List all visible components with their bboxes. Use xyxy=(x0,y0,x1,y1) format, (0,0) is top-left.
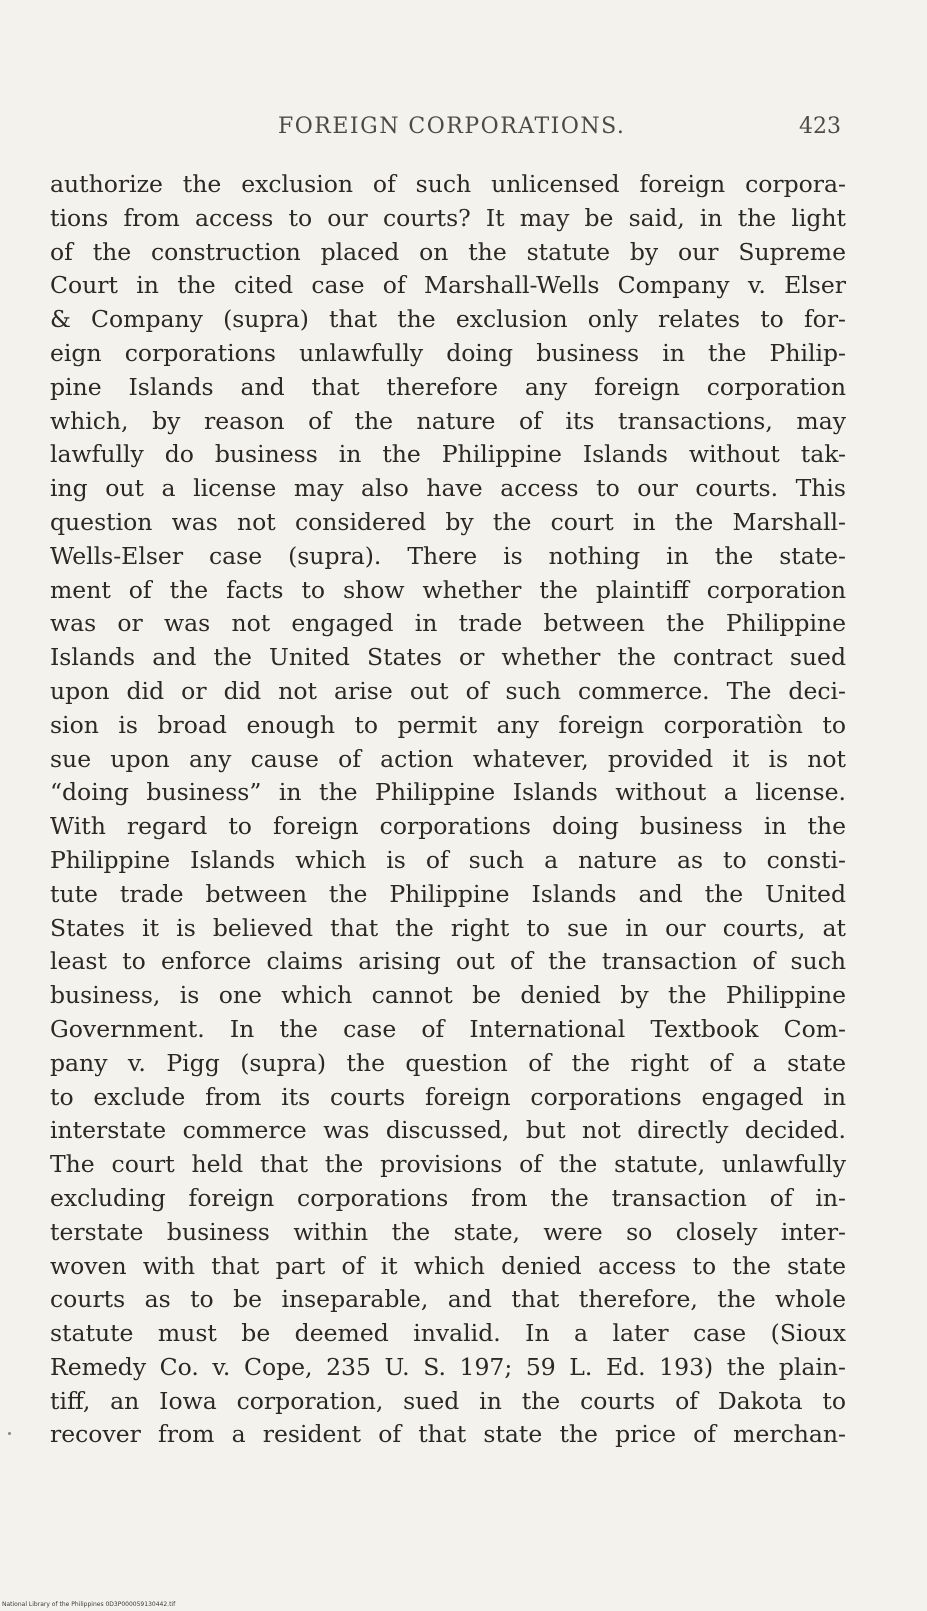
running-title: FOREIGN CORPORATIONS. xyxy=(278,114,626,139)
text-line: tions from access to our courts? It may be said, in the light xyxy=(50,203,846,232)
text-line: of the construction placed on the statute by our Supreme xyxy=(50,237,846,266)
text-line: Government. In the case of International Textbook Com- xyxy=(50,1014,846,1043)
text-line: upon did or did not arise out of such commerce. The deci- xyxy=(50,676,846,705)
text-line: Court in the cited case of Marshall-Wells Company v. Elser xyxy=(50,271,846,300)
text-line: recover from a resident of that state the price of merchan- xyxy=(50,1420,846,1449)
text-line: terstate business within the state, were so closely inter- xyxy=(50,1217,846,1246)
text-line: woven with that part of it which denied access to the state xyxy=(50,1251,846,1280)
text-line: which, by reason of the nature of its transactions, may xyxy=(50,406,846,435)
text-line: Wells-Elser case (supra). There is nothing in the state- xyxy=(50,541,846,570)
text-line: ment of the facts to show whether the plaintiff corporation xyxy=(50,575,846,604)
body-text xyxy=(50,168,846,1452)
text-line: authorize the exclusion of such unlicensed foreign corpora- xyxy=(50,170,846,198)
page-header xyxy=(0,114,927,150)
text-line: With regard to foreign corporations doing business in the xyxy=(50,812,846,841)
text-line: tute trade between the Philippine Islands and the United xyxy=(50,879,846,908)
text-line: was or was not engaged in trade between the Philippine xyxy=(50,609,846,638)
text-line: “doing business” in the Philippine Islands without a license. xyxy=(50,778,846,807)
page-number: 423 xyxy=(799,114,841,139)
text-line: pany v. Pigg (supra) the question of the right of a state xyxy=(50,1048,846,1077)
margin-speck xyxy=(8,1432,11,1435)
text-line: The court held that the provisions of the statute, unlawfully xyxy=(50,1150,846,1179)
text-line: eign corporations unlawfully doing business in the Philip- xyxy=(50,338,846,367)
scan-credit: National Library of the Philippines 0D3P000059130442.tif xyxy=(2,1601,176,1608)
text-line: lawfully do business in the Philippine Islands without tak- xyxy=(50,440,846,469)
text-line: States it is believed that the right to sue in our courts, at xyxy=(50,913,846,942)
text-line: pine Islands and that therefore any foreign corporation xyxy=(50,372,846,401)
text-line: excluding foreign corporations from the transaction of in- xyxy=(50,1183,846,1212)
text-line: ing out a license may also have access to our courts. This xyxy=(50,474,846,503)
text-line: courts as to be inseparable, and that therefore, the whole xyxy=(50,1285,846,1314)
text-line: sion is broad enough to permit any foreign corporatiòn to xyxy=(50,710,846,739)
text-line: sue upon any cause of action whatever, provided it is not xyxy=(50,744,846,773)
text-line: to exclude from its courts foreign corporations engaged in xyxy=(50,1082,846,1111)
text-line: & Company (supra) that the exclusion only relates to for- xyxy=(50,305,846,334)
text-line: least to enforce claims arising out of the transaction of such xyxy=(50,947,846,976)
text-line: Islands and the United States or whether the contract sued xyxy=(50,643,846,672)
text-line: tiff, an Iowa corporation, sued in the courts of Dakota to xyxy=(50,1386,846,1415)
text-line: Remedy Co. v. Cope, 235 U. S. 197; 59 L. Ed. 193) the plain- xyxy=(50,1352,846,1381)
text-line: business, is one which cannot be denied by the Philippine xyxy=(50,981,846,1010)
text-line: statute must be deemed invalid. In a later case (Sioux xyxy=(50,1319,846,1348)
text-line: interstate commerce was discussed, but not directly decided. xyxy=(50,1116,846,1145)
text-line: Philippine Islands which is of such a nature as to consti- xyxy=(50,845,846,874)
text-line: question was not considered by the court in the Marshall- xyxy=(50,507,846,536)
